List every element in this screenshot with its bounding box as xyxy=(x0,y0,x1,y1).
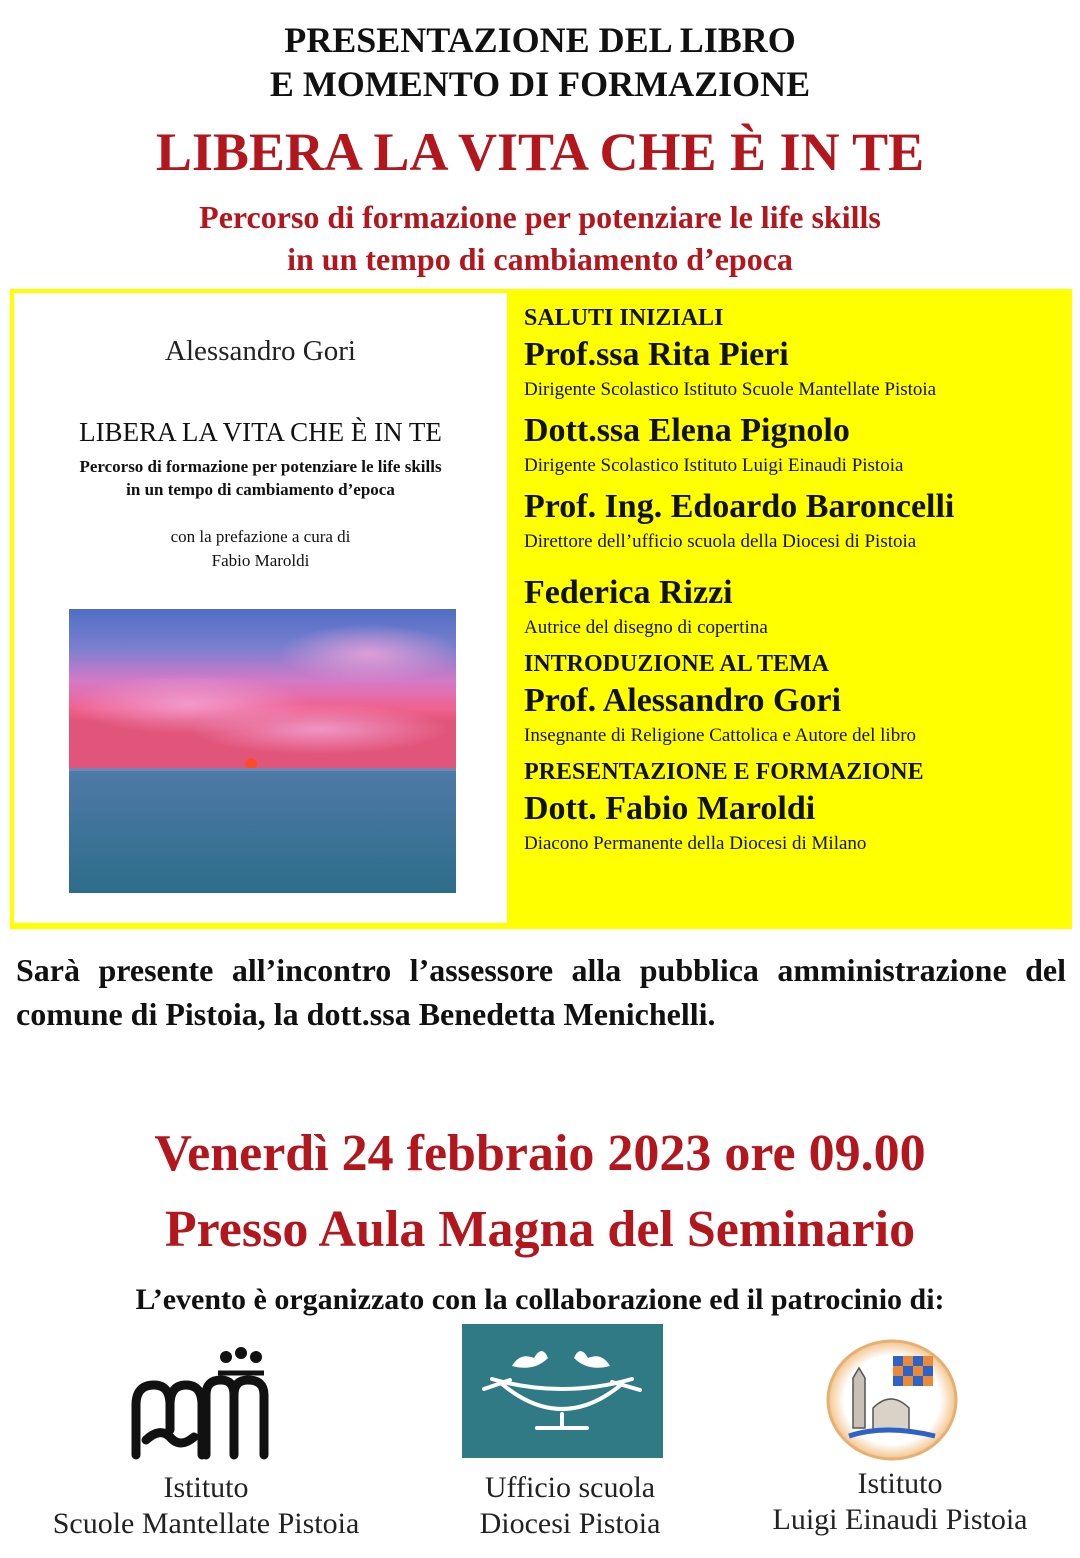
header-line1: PRESENTAZIONE DEL LIBRO xyxy=(284,20,796,60)
partner-caption xyxy=(440,1470,700,1542)
speaker-role: Diacono Permanente della Diocesi di Milano xyxy=(524,833,867,854)
mantellate-logo-icon xyxy=(126,1345,276,1460)
organized-by: L’evento è organizzato con la collaborazione ed il patrocinio di: xyxy=(135,1283,945,1316)
partner-caption-line1: Istituto xyxy=(163,1471,249,1504)
cover-preface-line1: con la prefazione a cura di xyxy=(170,527,351,546)
speaker-name: Federica Rizzi xyxy=(524,574,733,611)
program-list xyxy=(524,302,1064,864)
speaker-name: Prof. Alessandro Gori xyxy=(524,682,842,719)
cover-subtitle-line1: Percorso di formazione per potenziare le life skills xyxy=(79,457,442,476)
subtitle-line2: in un tempo di cambiamento d’epoca xyxy=(287,241,793,277)
speaker-role: Dirigente Scolastico Istituto Luigi Einaudi Pistoia xyxy=(524,455,904,476)
header-line2: E MOMENTO DI FORMAZIONE xyxy=(269,64,811,104)
speaker-name: Dott.ssa Elena Pignolo xyxy=(524,412,850,449)
cover-subtitle xyxy=(14,455,507,501)
partner-caption-line2: Scuole Mantellate Pistoia xyxy=(52,1507,360,1540)
cover-preface xyxy=(14,525,507,573)
speaker-role: Autrice del disegno di copertina xyxy=(524,617,768,638)
partner-caption-line2: Luigi Einaudi Pistoia xyxy=(772,1503,1028,1536)
partner-caption-line1: Istituto xyxy=(857,1467,943,1500)
subtitle-line1: Percorso di formazione per potenziare le life skills xyxy=(199,199,881,235)
event-title: LIBERA LA VITA CHE È IN TE xyxy=(155,122,925,182)
cover-preface-line2: Fabio Maroldi xyxy=(211,551,310,570)
speaker-name: Prof.ssa Rita Pieri xyxy=(524,336,789,373)
einaudi-crest-logo-icon xyxy=(825,1338,959,1462)
section-saluti-iniziali: SALUTI INIZIALI xyxy=(524,305,724,331)
header-intro xyxy=(0,18,1080,106)
event-subtitle xyxy=(0,196,1080,280)
partner-caption-line2: Diocesi Pistoia xyxy=(479,1507,661,1540)
speaker-role: Dirigente Scolastico Istituto Scuole Mantellate Pistoia xyxy=(524,379,937,400)
sunset-sea-image xyxy=(69,609,456,893)
doves-bowl-logo-icon xyxy=(462,1324,663,1458)
cover-title: LIBERA LA VITA CHE È IN TE xyxy=(79,417,442,447)
speaker-name: Dott. Fabio Maroldi xyxy=(524,790,816,827)
spacer xyxy=(524,562,1064,572)
section-presentazione: PRESENTAZIONE E FORMAZIONE xyxy=(524,759,924,785)
section-introduzione: INTRODUZIONE AL TEMA xyxy=(524,651,829,677)
partner-caption xyxy=(740,1466,1060,1538)
speaker-role: Insegnante di Religione Cattolica e Autore del libro xyxy=(524,725,917,746)
event-place: Presso Aula Magna del Seminario xyxy=(164,1201,916,1258)
cover-author: Alessandro Gori xyxy=(165,335,356,367)
cover-subtitle-line2: in un tempo di cambiamento d’epoca xyxy=(126,480,395,499)
book-cover xyxy=(14,293,507,923)
partner-caption-line1: Ufficio scuola xyxy=(484,1471,656,1504)
partner-caption xyxy=(26,1470,386,1542)
event-date: Venerdì 24 febbraio 2023 ore 09.00 xyxy=(154,1125,926,1182)
speaker-name: Prof. Ing. Edoardo Baroncelli xyxy=(524,488,955,525)
speaker-role: Direttore dell’ufficio scuola della Diocesi di Pistoia xyxy=(524,531,917,552)
assessore-note: Sarà presente all’incontro l’assessore alla pubblica amministrazione del comune di Pistoia, la dott.ssa Benedetta Menichelli. xyxy=(16,952,1066,1032)
